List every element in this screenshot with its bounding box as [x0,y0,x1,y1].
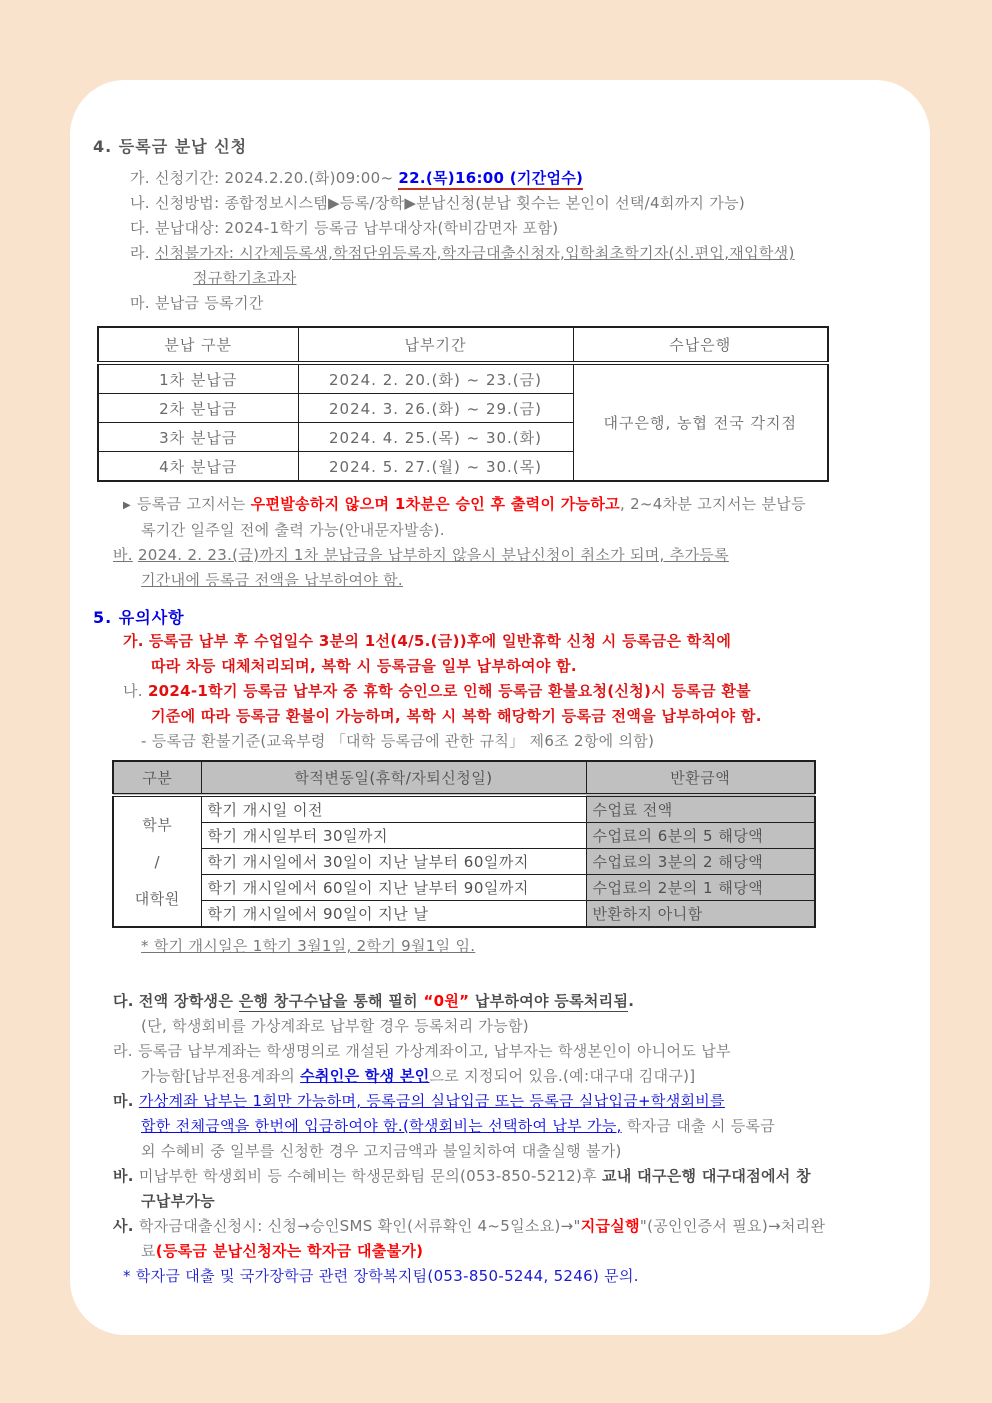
s5-na-text1: 2024-1학기 등록금 납부자 중 휴학 승인으로 인해 등록금 환불요청(신청)시 등록금 환불 [147,682,751,700]
note-ma-label: 마. [113,1092,134,1110]
table2-header-category: 구분 [113,761,201,795]
group-grad: 대학원 [134,889,180,908]
table2-amount-cell: 수업료의 3분의 2 해당액 [586,849,815,875]
table1-header-category: 분납 구분 [98,327,298,363]
table-row [113,875,815,901]
table1-cell: 2차 분납금 [98,394,298,423]
note-ra-line2-pre: 가능함[납부전용계좌의 [141,1067,301,1085]
note-da-tail: . [628,992,635,1010]
table2-amount-cell: 반환하지 아니함 [586,901,815,928]
bill-notice-pre: 등록금 고지서는 [137,495,251,513]
table1-cell: 2024. 3. 26.(화) ~ 29.(금) [298,394,573,423]
table1-header-period: 납부기간 [298,327,573,363]
semester-start-note-text: * 학기 개시일은 1학기 3월1일, 2학기 9월1일 임. [141,937,476,955]
table-row [113,823,815,849]
note-sa-label: 사. [113,1217,134,1235]
note-da-u1: 은행 창구수납을 통해 필히 [238,992,424,1010]
s5-na-label: 나. [123,682,143,700]
s5-ga-line1 [93,629,910,654]
s5-ga-text1: 등록금 납부 후 수업일수 3분의 1선(4/5.(금))후에 일반휴학 신청 시 등록금은 학칙에 [148,632,732,650]
table1-cell: 1차 분납금 [98,363,298,394]
note-ma-line3: 외 수혜비 중 일부를 신청한 경우 고지금액과 불일치하여 대출실행 불가) [141,1142,622,1160]
note-ra-line2 [93,1064,910,1089]
table-row [113,901,815,928]
table2-cell: 학기 개시일에서 90일이 지난 날 [201,901,586,928]
table2-header-change-date: 학적변동일(휴학/자퇴신청일) [201,761,586,795]
item-ma-text: 분납금 등록기간 [154,294,264,312]
bill-notice-line2: 록기간 일주일 전에 출력 가능(안내문자발송). [141,521,445,539]
table1-header-row [98,327,828,363]
deadline-highlight: 22.(목)16:00 (기간엄수) [398,169,583,190]
note-da-label: 다. [113,992,134,1010]
scholarship-contact-text: * 학자금 대출 및 국가장학금 관련 장학복지팀(053-850-5244, 5246) 문의. [123,1267,639,1285]
table2-cell: 학기 개시일에서 30일이 지난 날부터 60일까지 [201,849,586,875]
virtual-account-blue2: 합한 전체금액을 한번에 입금하여야 함.(학생회비는 선택하여 납부 가능, [141,1117,622,1135]
cancel-notice-line2 [93,568,910,593]
note-ra-text1: 등록금 납부계좌는 학생명의로 개설된 가상계좌이고, 납부자는 학생본인이 아니어도 납부 [137,1042,731,1060]
item-da-label: 다. [130,219,150,237]
item-na-label: 나. [130,194,150,212]
table2-amount-cell: 수업료의 6분의 5 해당액 [586,823,815,849]
table2-amount-cell: 수업료 전액 [586,795,815,823]
note-ba-line1 [93,1164,910,1189]
item-eligible [93,216,910,241]
no-loan-highlight: (등록금 분납신청자는 학자금 대출불가) [155,1242,424,1260]
table-row [113,795,815,823]
table2-cell: 학기 개시일 이전 [201,795,586,823]
item-ga-label: 가. [130,169,150,187]
s5-ga-text2: 따라 차등 대체처리되며, 복학 시 등록금을 일부 납부하여야 함. [151,657,577,675]
table1-cell: 2024. 2. 20.(화) ~ 23.(금) [298,363,573,394]
cancel-line1: 2024. 2. 23.(금)까지 1차 분납금을 납부하지 않을시 분납신청이 취소가 되며, 추가등록 [137,546,729,564]
cancel-notice-line1 [93,543,910,568]
s5-ga-line2 [93,654,910,679]
table1-cell: 2024. 5. 27.(월) ~ 30.(목) [298,452,573,482]
bill-notice-red: 우편발송하지 않으며 1차분은 승인 후 출력이 가능하고 [250,495,620,513]
table2-cell: 학기 개시일에서 60일이 지난 날부터 90일까지 [201,875,586,901]
scholarship-contact-note [93,1264,910,1289]
semester-start-note [93,934,910,959]
bill-notice-line1 [93,492,910,518]
group-slash: / [154,852,161,871]
item-not-eligible-cont [93,266,910,291]
item-not-eligible [93,241,910,266]
payee-highlight: 수취인은 학생 본인 [300,1067,430,1085]
table1-cell: 2024. 4. 25.(목) ~ 30.(화) [298,423,573,452]
refund-criteria-table [112,760,816,928]
note-da-line1 [93,989,910,1014]
cancel-ba-label: 바. [113,546,133,564]
bank-branch-bold: 교내 대구은행 대구대점에서 창 [602,1167,811,1185]
item-ma-label: 마. [130,294,150,312]
table2-cell: 학기 개시일부터 30일까지 [201,823,586,849]
virtual-account-blue1: 가상계좌 납부는 1회만 가능하며, 등록금의 실납입금 또는 등록금 실납입금+학생회비를 [138,1092,725,1110]
table1-cell: 4차 분납금 [98,452,298,482]
item-ra-text: 신청불가자: 시간제등록생,학점단위등록자,학자금대출신청자,입학최초학기자(신.편입,재입학생) [154,244,795,262]
note-ra-line1 [93,1039,910,1064]
item-application-method [93,191,910,216]
note-ma-line2 [93,1114,910,1139]
table2-header-refund: 반환금액 [586,761,815,795]
note-ra-line2-post: 으로 지정되어 있음.(예:대구대 김대구)] [429,1067,696,1085]
table1-header-bank: 수납은행 [573,327,828,363]
item-application-period [93,166,910,191]
item-ra-label: 라. [130,244,150,262]
refund-standard-line: - 등록금 환불기준(교육부령 「대학 등록금에 관한 규칙」 제6조 2항에 의함) [141,732,655,750]
section4-list [93,166,910,316]
note-ma-gray2: 학자금 대출 시 등록금 [621,1117,776,1135]
loan-execution-highlight: 지급실행 [580,1217,640,1235]
note-sa-line2 [93,1239,910,1264]
document-card [70,80,930,1335]
table-row [113,849,815,875]
note-ra-label: 라. [113,1042,133,1060]
installment-schedule-table [97,326,829,482]
group-undergrad: 학부 [142,816,173,835]
item-installment-period [93,291,910,316]
note-sa-line1 [93,1214,910,1239]
s5-na-line1 [93,679,910,704]
note-da-line2: (단, 학생회비를 가상계좌로 납부할 경우 등록처리 가능함) [141,1017,529,1035]
cancel-line2: 기간내에 등록금 전액을 납부하여야 함. [141,571,403,589]
s5-na-line2 [93,704,910,729]
table1-bank-cell: 대구은행, 농협 전국 각지점 [573,363,828,481]
item-da-text: 분납대상: 2024-1학기 등록금 납부대상자(학비감면자 포함) [154,219,559,237]
note-da-u2: 납부하여야 등록처리됨 [469,992,629,1010]
note-sa-gray1: 학자금대출신청시: 신청→승인SMS 확인(서류확인 4~5일소요)→" [138,1217,581,1235]
table2-group-cell [113,795,201,927]
s5-na-text2: 기준에 따라 등록금 환불이 가능하며, 복학 시 복학 해당학기 등록금 전액을 납부하여야 함. [151,707,762,725]
note-sa-line2-gray: 료 [141,1242,156,1260]
zero-won-highlight: “0원” [423,992,470,1010]
item-ra-cont: 정규학기초과자 [193,269,297,287]
bill-notice-post: , 2~4차분 고지서는 분납등 [619,495,806,513]
table2-amount-cell: 수업료의 2분의 1 해당액 [586,875,815,901]
bottom-notes [93,989,910,1289]
note-da-pre: 전액 장학생은 [138,992,239,1010]
note-ba-gray: 미납부한 학생회비 등 수혜비는 학생문화팀 문의(053-850-5212)후 [138,1167,603,1185]
table2-header-row [113,761,815,795]
table-row [98,363,828,394]
note-ba-line2 [93,1189,910,1214]
s5-ga-label: 가. [123,632,144,650]
triangle-bullet-icon: ▶ [123,500,131,511]
item-ga-text: 신청기간: 2024.2.20.(화)09:00~ [154,169,399,187]
table1-cell: 3차 분납금 [98,423,298,452]
item-na-text: 신청방법: 종합정보시스템▶등록/장학▶분납신청(분납 횟수는 본인이 선택/4회까지 가능) [154,194,746,212]
section4-title: 4. 등록금 분납 신청 [93,137,248,156]
note-ba-line2-text: 구납부가능 [141,1192,215,1210]
note-sa-gray2: "(공인인증서 필요)→처리완 [639,1217,826,1235]
note-ma-line1 [93,1089,910,1114]
section5-title: 5. 유의사항 [93,608,185,627]
note-ba-label: 바. [113,1167,134,1185]
